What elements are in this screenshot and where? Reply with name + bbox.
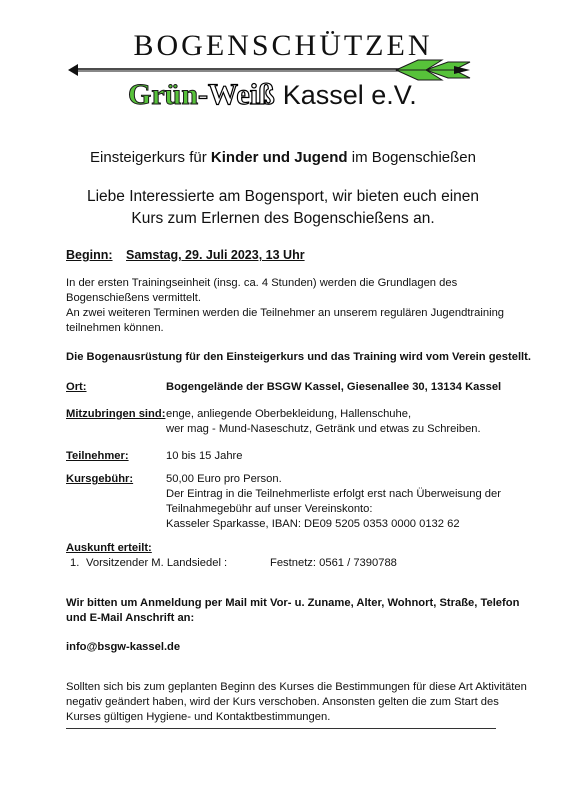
description-line-4: teilnehmen können. bbox=[66, 322, 164, 334]
participants-value: 10 bis 15 Jahre bbox=[166, 450, 243, 462]
start-label: Beginn: bbox=[66, 248, 113, 262]
contact-phone: Festnetz: 0561 / 7390788 bbox=[270, 557, 397, 569]
location-label: Ort: bbox=[66, 381, 87, 393]
bring-line-2: wer mag - Mund-Naseschutz, Getränk und etwas zu Schreiben. bbox=[166, 423, 481, 435]
footer-divider bbox=[66, 728, 496, 729]
logo-city: Kassel e.V. bbox=[282, 80, 417, 110]
equipment-note: Die Bogenausrüstung für den Einsteigerkurs und das Training wird vom Verein gestellt. bbox=[66, 351, 531, 363]
logo-dash: - bbox=[198, 78, 209, 111]
closing-line-1: Sollten sich bis zum geplanten Beginn des Kurses die Bestimmungen für diese Art Aktivitäten bbox=[66, 681, 527, 693]
contact-label: Auskunft erteilt: bbox=[66, 542, 152, 554]
description-line-1: In der ersten Trainingseinheit (insg. ca. 4 Stunden) werden die Grundlagen des bbox=[66, 277, 458, 289]
registration-line-1: Wir bitten um Anmeldung per Mail mit Vor- u. Zuname, Alter, Wohnort, Straße, Telefon bbox=[66, 597, 520, 609]
fee-line-4: Kasseler Sparkasse, IBAN: DE09 5205 0353 0000 0132 62 bbox=[166, 518, 460, 530]
contact-number: 1. bbox=[70, 557, 80, 569]
intro-line-1: Liebe Interessierte am Bogensport, wir bieten euch einen bbox=[86, 188, 480, 205]
bring-label: Mitzubringen sind: bbox=[66, 408, 166, 420]
fee-line-3: Teilnahmegebühr auf unser Vereinskonto: bbox=[166, 503, 373, 515]
logo-white-word: Weiß bbox=[208, 78, 275, 111]
club-logo-title: BOGENSCHÜTZEN bbox=[133, 29, 433, 62]
bring-line-1: enge, anliegende Oberbekleidung, Hallenschuhe, bbox=[166, 408, 412, 420]
location-value: Bogengelände der BSGW Kassel, Giesenallee 30, 13134 Kassel bbox=[166, 381, 502, 393]
fee-line-2: Der Eintrag in die Teilnehmerliste erfolgt erst nach Überweisung der bbox=[166, 488, 501, 500]
description-line-3: An zwei weiteren Terminen werden die Teilnehmer an unserem regulären Jugendtraining bbox=[66, 307, 505, 319]
arrow-icon bbox=[68, 60, 470, 80]
intro-line-2: Kurs zum Erlernen des Bogenschießens an. bbox=[131, 210, 435, 227]
participants-label: Teilnehmer: bbox=[66, 450, 129, 462]
contact-email[interactable]: info@bsgw-kassel.de bbox=[66, 641, 181, 653]
club-logo-name bbox=[128, 78, 417, 112]
closing-line-2: negativ geändert haben, wird der Kurs verschoben. Ansonsten gelten die zum Start des bbox=[66, 696, 499, 708]
fee-label: Kursgebühr: bbox=[66, 473, 134, 485]
closing-line-3: Kurses gültigen Hygiene- und Kontaktbestimmungen. bbox=[66, 711, 331, 723]
title-prefix: Einsteigerkurs für bbox=[90, 149, 211, 166]
logo-green-word: Grün bbox=[128, 78, 199, 111]
contact-person: Vorsitzender M. Landsiedel : bbox=[86, 557, 228, 569]
title-suffix: im Bogenschießen bbox=[347, 149, 476, 166]
registration-line-2: und E-Mail Anschrift an: bbox=[66, 612, 195, 624]
page-title bbox=[0, 148, 566, 168]
fee-line-1: 50,00 Euro pro Person. bbox=[166, 473, 282, 485]
start-value: Samstag, 29. Juli 2023, 13 Uhr bbox=[126, 248, 305, 262]
description-line-2: Bogenschießens vermittelt. bbox=[66, 292, 201, 304]
title-bold: Kinder und Jugend bbox=[210, 149, 348, 166]
